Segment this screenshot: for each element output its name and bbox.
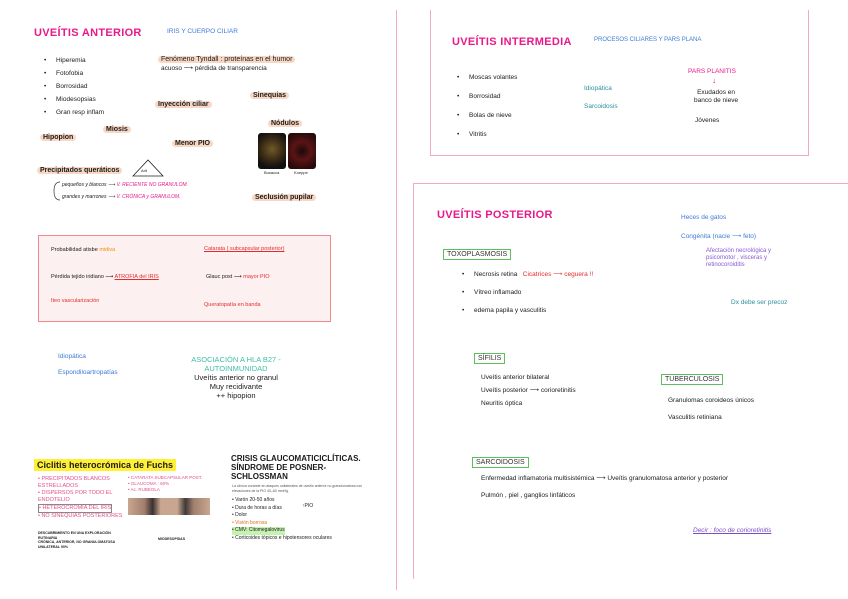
jovenes: Jóvenes (695, 117, 720, 124)
list-item: • DISPERSOS POR TODO EL ENDOTELIO (38, 490, 113, 503)
pars-planitis: PARS PLANITIS (688, 68, 736, 75)
tyndall-line2: acuoso ⟶ pérdida de transparencia (161, 65, 267, 72)
toxo-label: TOXOPLASMOSIS (443, 249, 511, 260)
miosis: Miosis (103, 126, 131, 133)
list-item: • Moscas volantes (457, 68, 517, 87)
list-item: Neuritis óptica (481, 400, 523, 407)
sarco-label: SARCOIDOSIS (472, 457, 529, 468)
hipopion: Hipopion (40, 134, 76, 141)
list-item: • PRECIPITADOS BLANCOS ESTRELLADOS (38, 476, 110, 489)
list-item: Uveítis anterior bilateral (481, 374, 550, 381)
posner-desc: La clínica consiste en ataques unilaterales de uveítis anterior no granulomatosa con elevaciones de la PIO 40–60 mmHg. (232, 484, 363, 493)
menor-pio: Menor PIO (172, 140, 213, 147)
hand-note-2 (62, 194, 181, 200)
tb-list (668, 392, 754, 426)
triangle-icon (131, 158, 165, 178)
intermedia-bullets (457, 68, 517, 144)
congenita: Congénita (nacie ⟶ feto) (681, 233, 757, 240)
list-item: • Vítreo inflamado (462, 284, 593, 302)
list-item: • Gran resp inflam (44, 106, 104, 119)
exudados: Exudados en banco de nieve (694, 89, 739, 104)
hla-block: ASOCIACIÓN A HLA B27 - AUTOINMUNIDAD Uveítis anterior no granul Muy recidivante ++ hipopion (191, 355, 281, 400)
list-item: • Vitritis (457, 125, 517, 144)
list-item: Uveítis posterior ⟶ corioretinitis (481, 387, 576, 394)
list-item: • edema papila y vasculitis (462, 302, 593, 320)
koeppe-label: Koeppe (294, 170, 308, 175)
sifilis-label: SÍFILIS (474, 353, 505, 364)
hand-note-1a: pequeños y blancos ⟶ (62, 182, 116, 188)
hand-note-2b: V. CRÓNICA y GRANULOM. (116, 194, 181, 200)
decir-note: Decir : foco de corioretinitis (693, 527, 772, 534)
busacca-label: Busacca (264, 170, 280, 175)
hand-note-2a: grandes y marrones ⟶ (62, 194, 116, 200)
list-item: • HETEROCROMÍA DEL IRIS (39, 505, 112, 511)
comp-row3-right: Queratopatía en banda (204, 302, 261, 308)
precipitados: Precipitados queráticos (37, 167, 122, 174)
comp-row3-left: Iteo vascularización (51, 298, 100, 304)
list-item: • Miodesopsias (44, 93, 104, 106)
anterior-bullets (44, 54, 104, 119)
sarco-line2: Pulmón , piel , ganglios linfáticos (481, 492, 576, 499)
posner-pio: ↑PIO (302, 503, 314, 509)
list-item: • Borrosidad (457, 87, 517, 106)
fuchs-right-list: • CATARATA SUBCAPSULAR POST. • GLAUCOMA : 60% • Ac. RUBEOLA (128, 475, 203, 492)
comp-row1-right: Catarata ( subcapsular posterior) (204, 246, 285, 252)
posner-items: • Varón 20-50 años • Dura de horas a días • Dolor • Visión borrosa • CMV: Citomegalovirus • Corticoides tópicos e hipotensores oculares (232, 497, 332, 541)
list-item: • Bolas de nieve (457, 106, 517, 125)
dx-precoz: Dx debe ser precoz (731, 299, 788, 306)
list-item: Granulomas coroideos únicos (668, 397, 754, 404)
intermedia-mid2: Sarcoidosis (584, 103, 618, 110)
fuchs-list (38, 476, 126, 520)
intermedia-mid1: Idiopática (584, 85, 612, 92)
comp-row2-right: Glauc post ⟶ mayor PIO (206, 274, 270, 280)
fuchs-foot3: MIODESOPSIAS (158, 537, 186, 541)
list-item: • Necrosis retina (462, 271, 517, 278)
hand-note-1b: V. RECIENTE NO GRANULOM. (116, 182, 189, 188)
hla-left-1: Idiopática (58, 353, 86, 360)
fuchs-eyes-image (128, 498, 210, 515)
seclusion-pupilar: Seclusión pupilar (252, 194, 316, 201)
busacca-image (258, 133, 286, 169)
intermedia-subtitle: PROCESOS CILIARES Y PARS PLANA (594, 37, 702, 43)
hla-left-2: Espondiloartropatías (58, 369, 118, 376)
comp-row1-left: Probabilidad atisbe midiva (51, 247, 116, 253)
list-item: • Fotofobia (44, 67, 104, 80)
bracket-icon (52, 180, 62, 202)
tyndall-label: Fenómeno Tyndall : proteínas en el humor (158, 56, 295, 63)
intermedia-title: UVEÍTIS INTERMEDIA (452, 36, 572, 48)
anterior-subtitle: IRIS Y CUERPO CILIAR (167, 28, 238, 35)
anterior-title: UVEÍTIS ANTERIOR (34, 27, 142, 39)
sarco-line1: Enfermedad inflamatoria multisistémica ⟶ Uveítis granulomatosa anterior y posterior (481, 475, 729, 482)
list-item: • Hiperemia (44, 54, 104, 67)
posner-title: CRISIS GLAUCOMATICICLÍTICAS. SÍNDROME DE POSNER- SCHLOSSMAN (231, 454, 361, 481)
heces: Heces de gatos (681, 214, 727, 221)
posterior-title: UVEÍTIS POSTERIOR (437, 209, 553, 221)
fuchs-foot: DESCUBRIMIENTO EN UNA EXPLORACIÓN RUTINARIA CRÓNICA, ANTERIOR, NO GRANULOMATOSA UNILATERAL 90% (38, 531, 115, 549)
afectacion: Afectación necrológica y psicomotor , visceras y retinocoroiditis (706, 248, 772, 268)
nodulos: Nódulos (268, 120, 302, 127)
tyndall-text (158, 55, 295, 73)
sifilis-list (481, 371, 576, 410)
fuchs-title: Ciclitis heterocrómica de Fuchs (34, 459, 176, 471)
sinequias: Sinequias (250, 92, 289, 99)
list-item: • Borrosidad (44, 80, 104, 93)
list-item: • NO SINEQUIAS POSTERIORES (38, 513, 123, 519)
toxo-accent: Cicatrices ⟶ ceguera !! (522, 271, 594, 278)
list-item: Vasculitis retiniana (668, 414, 722, 421)
tb-label: TUBERCULOSIS (661, 374, 723, 385)
toxo-list (462, 266, 593, 320)
inyeccion-ciliar: Inyección ciliar (155, 101, 212, 108)
comp-row2-left: Pérdida tejido iridiano ⟶ ATROFIA del IRIS (51, 274, 159, 280)
down-arrow-icon: ↓ (712, 76, 716, 85)
hand-note-1 (62, 182, 188, 188)
posterior-panel (413, 183, 848, 579)
triangle-label: Arlt (141, 168, 147, 173)
koeppe-image (288, 133, 316, 169)
